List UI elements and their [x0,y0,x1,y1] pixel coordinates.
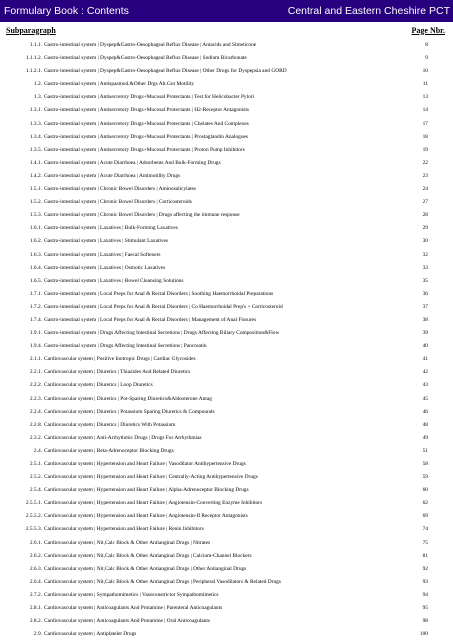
row-number: 1.2. [33,81,42,88]
row-number: 1.3.4. [29,133,42,140]
row-page-number: 69 [422,513,428,520]
row-page-number: 18 [422,133,428,140]
row-title: Cardiovascular system | Anti-Arrhythmic Drugs | Drugs For Arrhythmias [44,434,202,441]
row-title: Gastro-intestinal system | Dyspep&Gastro-Oesophageal Reflux Disease | Antacids and Simeticone [44,42,257,48]
row-title: Gastro-intestinal system | Drugs Affecting Intestinal Secretions | Drugs Affecting Biliary Composition&Flow [44,330,280,337]
contents-row[interactable] [0,249,453,262]
contents-row[interactable] [0,602,453,615]
row-number: 2.4. [33,447,42,454]
row-number: 2.2.8. [29,421,42,428]
row-number: 1.9.1. [29,330,42,337]
row-title: Cardiovascular system | Hypertension and Heart Failure | Alpha-Adrenoceptor Blocking Drugs [44,487,249,494]
row-title: Cardiovascular system | Beta-Adrenoceptor Blocking Drugs [44,447,174,454]
row-title: Gastro-intestinal system | Acute Diarrhoea | Antimotility Drugs [44,172,181,179]
row-title: Gastro-intestinal system | Chronic Bowel Disorders | Drugs affecting the immune response [44,212,240,219]
contents-row[interactable] [0,615,453,628]
row-page-number: 48 [422,421,428,428]
row-page-number: 40 [422,343,428,350]
contents-row[interactable] [0,550,453,563]
row-title: Cardiovascular system | Hypertension and Heart Failure | Vasodilator Antihypertensive Drugs [44,461,246,467]
row-page-number: 17 [422,120,428,127]
row-page-number: 33 [422,264,428,271]
row-number: 1.6.1. [29,225,42,232]
contents-row[interactable] [0,262,453,275]
contents-row[interactable] [0,91,453,104]
row-number: 2.5.2. [29,474,42,481]
row-page-number: 22 [422,159,428,166]
row-number: 2.9. [33,631,42,638]
row-title: Gastro-intestinal system | Antisecretory Drugs+Mucosal Protectants | H2-Receptor Antagonists [44,107,249,114]
row-title: Cardiovascular system | Nit,Calc Block & Other Antianginal Drugs | Peripheral Vasodilators & Related Drugs [44,578,281,585]
row-title: Cardiovascular system | Hypertension and Heart Failure | Angiotensin-II Receptor Antagonists [44,513,248,520]
row-number: 2.2.2. [29,382,42,389]
contents-row[interactable] [0,484,453,497]
row-page-number: 32 [422,251,428,258]
row-number: 1.3.5. [29,146,42,153]
contents-row[interactable] [0,537,453,550]
row-number: 1.5.1. [29,186,42,193]
contents-row[interactable] [0,366,453,379]
row-title: Gastro-intestinal system | Acute Diarrhoea | Adsorbents And Bulk-Forming Drugs [44,159,221,166]
row-page-number: 14 [422,107,428,114]
row-page-number: 19 [422,146,428,153]
subparagraph-heading: Subparagraph [6,25,56,35]
contents-row[interactable] [0,275,453,288]
row-number: 1.1.2.1. [25,68,42,75]
row-number: 2.8.1. [29,605,42,612]
contents-row[interactable] [0,209,453,222]
contents-row[interactable] [0,379,453,392]
row-number: 1.7.1. [29,290,42,297]
header-title: Formulary Book : Contents [4,5,129,17]
row-title: Cardiovascular system | Hypertension and Heart Failure | Centrally-Acting Antihypertensive Drugs [44,474,258,481]
row-page-number: 51 [422,447,428,454]
row-title: Gastro-intestinal system | Antisecretory Drugs+Mucosal Protectants | Chelates And Complexes [44,120,249,127]
contents-row[interactable] [0,510,453,523]
row-page-number: 28 [422,212,428,219]
row-page-number: 49 [422,434,428,441]
row-number: 1.1.1. [29,42,42,48]
row-title: Gastro-intestinal system | Antispasmod.&Other Drgs Alt.Gut Motility [44,81,195,88]
row-title: Cardiovascular system | Anticoagulants And Protamine | Oral Anticoagulants [44,618,210,625]
contents-row[interactable] [0,288,453,301]
header-organisation: Central and Eastern Cheshire PCT [287,5,450,17]
contents-row[interactable] [0,52,453,65]
row-page-number: 8 [425,42,428,48]
contents-row[interactable] [0,144,453,157]
contents-list [0,39,453,641]
row-number: 1.3. [33,94,42,101]
row-number: 2.6.4. [29,578,42,585]
row-title: Cardiovascular system | Diuretics | Potassium Sparing Diuretics & Compounds [44,408,215,415]
row-page-number: 30 [422,238,428,245]
row-page-number: 46 [422,408,428,415]
row-title: Cardiovascular system | Hypertension and Heart Failure | Renin Inhibitors [44,526,204,533]
row-page-number: 37 [422,303,428,310]
row-title: Cardiovascular system | Antiplatelet Drugs [44,631,137,638]
row-number: 1.5.2. [29,199,42,206]
row-page-number: 100 [419,631,428,638]
row-number: 2.5.5.3. [25,526,42,533]
contents-row[interactable] [0,628,453,641]
row-page-number: 23 [422,172,428,179]
contents-row[interactable] [0,301,453,314]
row-number: 2.5.5.1. [25,500,42,507]
row-number: 2.1.1. [29,356,42,363]
row-page-number: 41 [422,356,428,363]
row-page-number: 58 [422,461,428,467]
row-page-number: 39 [422,330,428,337]
contents-row[interactable] [0,183,453,196]
row-title: Gastro-intestinal system | Laxatives | Faecal Softeners [44,251,161,258]
row-title: Cardiovascular system | Diuretics | Thiazides And Related Diuretics [44,369,191,376]
contents-row[interactable] [0,157,453,170]
row-title: Cardiovascular system | Nit,Calc Block & Other Antianginal Drugs | Other Antianginal Drugs [44,565,247,572]
contents-row[interactable] [0,445,453,458]
row-number: 2.2.1. [29,369,42,376]
row-page-number: 36 [422,290,428,297]
row-title: Cardiovascular system | Diuretics | Diuretics With Potassium [44,421,176,428]
row-title: Gastro-intestinal system | Drugs Affecting Intestinal Secretions | Pancreatin [44,343,207,350]
contents-row[interactable] [0,458,453,471]
row-title: Gastro-intestinal system | Laxatives | Osmotic Laxatives [44,264,166,271]
contents-row[interactable] [0,235,453,248]
row-number: 1.1.1.2. [25,55,42,62]
contents-row[interactable] [0,576,453,589]
row-title: Gastro-intestinal system | Antisecretory Drugs+Mucosal Protectants | Test for Helicobacter Pylori [44,94,255,101]
row-number: 1.5.3. [29,212,42,219]
contents-row[interactable] [0,419,453,432]
row-page-number: 93 [422,578,428,585]
row-number: 1.4.1. [29,159,42,166]
contents-row[interactable] [0,589,453,602]
row-page-number: 13 [422,94,428,101]
row-page-number: 59 [422,474,428,481]
contents-row[interactable] [0,393,453,406]
row-page-number: 38 [422,316,428,323]
row-title: Gastro-intestinal system | Antisecretory Drugs+Mucosal Protectants | Proton Pump Inhibitors [44,146,245,153]
row-title: Cardiovascular system | Nit,Calc Block & Other Antianginal Drugs | Calcium-Channel Blockers [44,552,252,559]
row-title: Gastro-intestinal system | Dyspep&Gastro-Oesophageal Reflux Disease | Other Drugs for Dyspepsia and GORD [44,68,287,75]
row-page-number: 60 [422,487,428,494]
contents-row[interactable] [0,222,453,235]
contents-row[interactable] [0,406,453,419]
row-page-number: 81 [422,552,428,559]
contents-row[interactable] [0,353,453,366]
row-page-number: 75 [422,539,428,546]
contents-row[interactable] [0,432,453,445]
contents-row[interactable] [0,340,453,353]
contents-row[interactable] [0,497,453,510]
row-title: Gastro-intestinal system | Local Preps for Anal & Rectal Disorders | Soothing Haemorrhoidal Preparations [44,290,274,297]
row-number: 1.3.3. [29,120,42,127]
column-headers [0,24,453,36]
row-title: Cardiovascular system | Sympathomimetics | Vasoconstrictor Sympathomimetics [44,591,219,598]
row-page-number: 98 [422,618,428,625]
contents-row[interactable] [0,563,453,576]
row-title: Cardiovascular system | Anticoagulants And Protamine | Parenteral Anticoagulants [44,605,223,612]
row-page-number: 42 [422,369,428,376]
row-page-number: 10 [422,68,428,75]
row-page-number: 62 [422,500,428,507]
row-page-number: 29 [422,225,428,232]
row-title: Gastro-intestinal system | Antisecretory Drugs+Mucosal Protectants | Prostaglandin Analogues [44,133,249,140]
row-title: Gastro-intestinal system | Laxatives | Bowel Cleansing Solutions [44,277,184,284]
row-number: 1.7.4. [29,316,42,323]
row-title: Gastro-intestinal system | Local Preps for Anal & Rectal Disorders | Management of Anal Fissures [44,316,257,323]
row-number: 1.6.4. [29,264,42,271]
contents-row[interactable] [0,104,453,117]
row-page-number: 92 [422,565,428,572]
contents-row[interactable] [0,196,453,209]
contents-row[interactable] [0,471,453,484]
row-page-number: 24 [422,186,428,193]
row-page-number: 35 [422,277,428,284]
row-number: 2.5.1. [29,461,42,467]
row-page-number: 9 [425,55,428,62]
page-number-heading: Page Nbr. [411,25,445,35]
row-number: 2.3.2. [29,434,42,441]
row-number: 1.9.4. [29,343,42,350]
row-title: Gastro-intestinal system | Laxatives | Stimulant Laxatives [44,238,169,245]
row-page-number: 95 [422,605,428,612]
row-page-number: 11 [422,81,428,88]
row-title: Cardiovascular system | Diuretics | Pot-Sparing Diuretics&Aldosterone Antag [44,395,212,402]
row-page-number: 43 [422,382,428,389]
row-title: Cardiovascular system | Positive Inotropic Drugs | Cardiac Glycosides [44,356,196,363]
row-title: Gastro-intestinal system | Local Preps for Anal & Rectal Disorders | Co Haemorrhoidal Prep's + Corticosteroid [44,303,283,310]
row-title: Gastro-intestinal system | Laxatives | Bulk-Forming Laxatives [44,225,178,232]
row-number: 2.6.1. [29,539,42,546]
row-number: 2.2.3. [29,395,42,402]
row-title: Gastro-intestinal system | Chronic Bowel Disorders | Aminosalicylates [44,186,197,193]
row-page-number: 94 [422,591,428,598]
contents-row[interactable] [0,131,453,144]
row-page-number: 74 [422,526,428,533]
contents-row[interactable] [0,170,453,183]
row-number: 2.5.5.2. [25,513,42,520]
row-number: 1.7.2. [29,303,42,310]
row-number: 1.6.2. [29,238,42,245]
row-number: 2.8.2. [29,618,42,625]
row-title: Gastro-intestinal system | Dyspep&Gastro-Oesophageal Reflux Disease | Sodium Bicarbonate [44,55,247,62]
contents-row[interactable] [0,314,453,327]
row-title: Cardiovascular system | Nit,Calc Block & Other Antianginal Drugs | Nitrates [44,539,211,546]
row-number: 2.2.4. [29,408,42,415]
row-number: 1.4.2. [29,172,42,179]
contents-row[interactable] [0,327,453,340]
row-title: Cardiovascular system | Hypertension and Heart Failure | Angiotensin-Converting Enzyme Inhibitors [44,500,263,507]
row-page-number: 27 [422,199,428,206]
row-number: 1.6.3. [29,251,42,258]
row-number: 1.6.5. [29,277,42,284]
contents-row[interactable] [0,118,453,131]
row-page-number: 45 [422,395,428,402]
row-number: 2.5.4. [29,487,42,494]
contents-row[interactable] [0,523,453,536]
row-title: Cardiovascular system | Diuretics | Loop Diuretics [44,382,153,389]
row-number: 2.6.2. [29,552,42,559]
row-number: 2.7.2. [29,591,42,598]
contents-row[interactable] [0,78,453,91]
page-header [0,0,453,22]
row-number: 2.6.3. [29,565,42,572]
row-number: 1.3.1. [29,107,42,114]
contents-row[interactable] [0,39,453,52]
contents-row[interactable] [0,65,453,78]
row-title: Gastro-intestinal system | Chronic Bowel Disorders | Corticosteroids [44,199,192,206]
